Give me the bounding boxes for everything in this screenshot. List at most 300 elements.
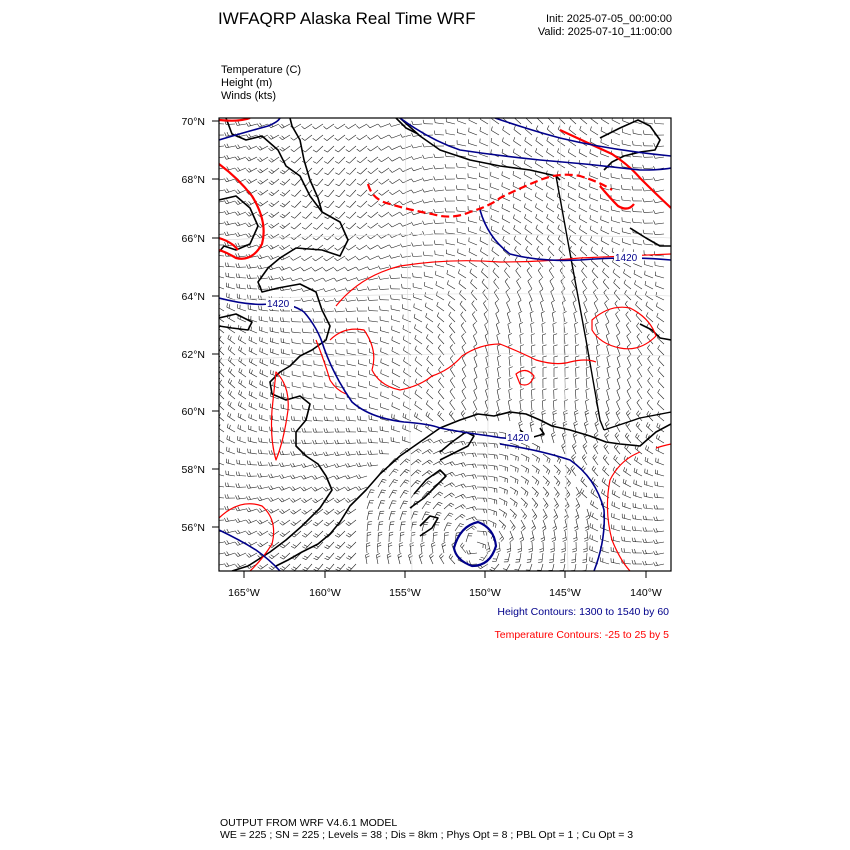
lon-label: 165°W [228, 587, 260, 599]
wind-barb [486, 379, 488, 388]
wind-barb-feather [529, 289, 532, 291]
wind-barb-feather [302, 547, 306, 549]
wind-barb [359, 256, 367, 260]
wind-barb-feather [601, 237, 602, 241]
wind-barb [283, 146, 290, 151]
wind-barb-feather [426, 334, 428, 338]
wind-barb-feather [643, 539, 644, 543]
wind-barb-feather [401, 274, 402, 278]
wind-barb-feather [302, 206, 306, 208]
wind-barb [446, 254, 455, 256]
wind-barb-feather [555, 517, 558, 520]
wind-barb [637, 403, 642, 410]
wind-barb [421, 544, 422, 553]
wind-barb-feather [423, 143, 425, 147]
wind-barb-feather [464, 484, 466, 487]
wind-barb-feather [554, 367, 558, 368]
wind-barb-feather [579, 149, 580, 153]
wind-barb [317, 157, 323, 163]
wind-barb [347, 311, 356, 312]
wind-barb [272, 157, 279, 162]
wind-barb-feather [535, 203, 536, 207]
wind-barb-feather [556, 481, 558, 484]
wind-barb-feather [214, 221, 216, 225]
wind-barb [603, 470, 610, 476]
wind-barb-feather [634, 468, 635, 472]
wind-barb-feather [646, 504, 647, 508]
wind-barb-feather [246, 234, 249, 237]
wind-barb-feather [323, 488, 326, 491]
wind-barb [626, 315, 631, 322]
wind-barb-feather [565, 345, 569, 346]
wind-barb-feather [449, 312, 451, 315]
wind-barb-feather [553, 411, 557, 413]
wind-barb-feather [517, 480, 518, 484]
wind-barb [414, 328, 422, 333]
wind-barb [616, 314, 621, 322]
wind-barb [422, 471, 429, 477]
wind-barb-feather [348, 451, 350, 455]
wind-barb [228, 393, 235, 399]
wind-barb-feather [246, 520, 249, 523]
wind-barb-feather [315, 428, 316, 432]
wind-barb-feather [643, 504, 644, 508]
wind-barb-feather [513, 182, 514, 186]
wind-barb-feather [536, 225, 538, 229]
wind-barb [644, 212, 653, 213]
wind-barb-feather [313, 238, 316, 240]
wind-barb [392, 157, 400, 161]
wind-barb [491, 142, 499, 146]
wind-barb-feather [291, 149, 294, 151]
wind-barb [270, 278, 279, 280]
wind-barb [316, 520, 323, 526]
wind-barb [422, 512, 426, 520]
wind-barb-feather [314, 206, 318, 208]
wind-barb-feather [493, 523, 494, 527]
wind-barb-feather [525, 491, 527, 495]
wind-barb-feather [269, 160, 272, 163]
wind-barb-feather [508, 322, 512, 324]
wind-barb-feather [313, 417, 314, 421]
wind-barb [400, 522, 402, 531]
wind-barb [426, 404, 433, 410]
wind-barb-feather [597, 367, 601, 369]
wind-barb-feather [582, 268, 584, 271]
wind-barb-feather [269, 534, 272, 537]
wind-barb [338, 146, 345, 152]
height-label: 1420 [507, 433, 530, 444]
wind-barb-feather [240, 403, 241, 407]
wind-barb-feather [449, 505, 452, 507]
wind-barb-feather [291, 428, 292, 432]
wind-barb [579, 229, 587, 234]
wind-barb-feather [471, 290, 473, 293]
wind-barb [473, 325, 477, 333]
wind-barb-feather [326, 452, 328, 456]
wind-barb-feather [596, 424, 599, 426]
wind-barb-feather [657, 400, 659, 404]
wind-barb [292, 353, 301, 355]
wind-barb-feather [464, 473, 466, 476]
wind-barb-feather [421, 543, 425, 545]
wind-barb [600, 561, 609, 564]
wind-barb [607, 368, 609, 377]
wind-barb-feather [450, 400, 453, 403]
wind-barb-feather [258, 170, 261, 173]
wind-barb [586, 368, 587, 377]
wind-barb [449, 414, 455, 421]
wind-barb-feather [246, 555, 249, 558]
wind-barb [317, 212, 323, 219]
wind-barb-feather [406, 480, 410, 482]
wind-barb-feather [617, 344, 620, 346]
wind-barb [645, 449, 653, 454]
wind-barb-feather [502, 149, 503, 153]
wind-barb [339, 190, 345, 197]
wind-barb-feather [324, 126, 327, 129]
wind-barb [358, 431, 367, 432]
wind-barb-feather [390, 285, 391, 289]
wind-barb [424, 179, 433, 181]
wind-barb-feather [615, 433, 618, 436]
wind-barb [600, 198, 609, 201]
wind-barb-feather [579, 225, 580, 229]
wind-barb-feather [368, 439, 369, 443]
wind-barb [292, 311, 301, 312]
temperature-contour-note: Temperature Contours: -25 to 25 by 5 [494, 629, 669, 641]
wind-barb-feather [504, 526, 506, 530]
wind-barb-feather [224, 211, 226, 214]
wind-barb [378, 522, 379, 531]
wind-barb-feather [606, 435, 609, 438]
wind-barb-feather [290, 288, 292, 292]
wind-barb [325, 398, 334, 399]
wind-barb [510, 520, 515, 527]
wind-barb [584, 303, 587, 311]
wind-barb-feather [568, 182, 569, 186]
wind-barb-feather [576, 504, 579, 507]
wind-barb [644, 485, 653, 488]
wind-barb-feather [536, 214, 537, 218]
wind-barb [488, 443, 497, 444]
wind-barb [645, 285, 653, 289]
wind-barb [657, 404, 664, 410]
wind-barb-feather [585, 410, 589, 412]
wind-barb-feather [312, 476, 315, 479]
wind-barb-feather [616, 421, 619, 424]
wind-barb-feather [335, 308, 336, 312]
wind-barb-feather [648, 356, 651, 359]
wind-barb-feather [291, 227, 294, 229]
wind-barb-feather [597, 378, 601, 380]
wind-barb-feather [345, 464, 347, 468]
wind-barb [603, 282, 609, 289]
wind-barb [392, 384, 400, 388]
wind-barb [477, 531, 486, 532]
wind-barb [580, 492, 587, 498]
wind-barb [361, 190, 367, 196]
wind-barb [414, 297, 423, 300]
wind-barb [606, 335, 609, 344]
wind-barb-feather [643, 516, 644, 520]
wind-barb-feather [520, 537, 523, 539]
wind-barb [520, 357, 521, 366]
wind-barb-feather [461, 506, 464, 509]
wind-barb-feather [227, 210, 229, 213]
wind-barb [404, 361, 412, 366]
wind-barb-feather [632, 175, 633, 179]
wind-barb-feather [601, 216, 602, 220]
wind-barb [270, 352, 279, 355]
wind-barb-feather [227, 494, 228, 498]
wind-barb-feather [590, 226, 591, 230]
wind-barb-feather [269, 182, 272, 184]
wind-barb [435, 201, 444, 202]
wind-barb-feather [561, 278, 564, 281]
wind-barb [249, 146, 257, 150]
wind-barb-feather [645, 561, 646, 565]
wind-barb-feather [542, 411, 546, 413]
wind-barb [327, 509, 334, 515]
wind-barb [327, 520, 334, 526]
wind-barb [547, 141, 554, 146]
wind-barb [403, 179, 411, 183]
wind-barb-feather [304, 533, 307, 535]
wind-barb-feather [542, 400, 546, 401]
wind-barb [458, 273, 466, 278]
wind-barb [543, 476, 550, 482]
wind-barb [496, 553, 499, 562]
wind-barb-feather [325, 394, 326, 398]
wind-barb [403, 168, 411, 172]
wind-barb-feather [616, 311, 619, 314]
wind-barb [586, 553, 587, 562]
wind-barb-feather [472, 301, 475, 304]
wind-barb-feather [394, 480, 398, 481]
wind-barb [568, 152, 576, 157]
wind-barb [415, 339, 422, 344]
wind-barb-feather [348, 487, 351, 490]
wind-barb-feather [279, 247, 282, 250]
wind-barb-feather [315, 556, 319, 558]
wind-barb-feather [601, 115, 602, 119]
wind-barb [655, 520, 664, 521]
wind-barb-feather [582, 455, 585, 458]
wind-barb [644, 201, 653, 202]
wind-barb [424, 146, 433, 147]
wind-barb-feather [532, 526, 535, 529]
wind-barb-feather [280, 194, 283, 196]
wind-barb-feather [462, 388, 465, 391]
wind-barb-feather [235, 565, 238, 568]
wind-barb-feather [227, 540, 229, 543]
wind-barb [306, 553, 312, 560]
wind-barb-feather [464, 463, 466, 467]
wind-barb [644, 553, 653, 554]
wind-barb-feather [414, 324, 415, 328]
wind-barb [370, 135, 378, 140]
wind-barb [325, 343, 334, 344]
wind-barb-feather [271, 245, 274, 248]
wind-barb-feather [483, 290, 486, 293]
wind-barb [613, 482, 621, 487]
wind-barb-feather [637, 435, 639, 439]
wind-barb-feather [378, 148, 381, 151]
wind-barb-feather [411, 222, 413, 226]
wind-barb-feather [334, 258, 337, 261]
wind-barb-feather [315, 499, 318, 502]
wind-barb-feather [400, 157, 403, 160]
wind-barb-feather [495, 433, 496, 437]
wind-barb-feather [346, 173, 350, 175]
wind-barb-feather [532, 389, 536, 390]
wind-barb-feather [450, 484, 453, 487]
wind-barb [237, 452, 246, 454]
wind-barb-feather [647, 458, 648, 462]
wind-barb-feather [509, 537, 512, 539]
wind-barb-feather [520, 378, 524, 379]
wind-barb-feather [238, 263, 239, 267]
wind-barb [644, 542, 653, 543]
wind-barb-feather [348, 522, 351, 524]
wind-barb-feather [367, 257, 370, 260]
wind-barb [530, 423, 532, 432]
wind-barb-feather [527, 493, 529, 497]
wind-barb [449, 326, 455, 333]
wind-barb [283, 234, 290, 239]
wind-barb-feather [518, 300, 521, 302]
wind-barb-feather [337, 567, 341, 569]
wind-barb [381, 256, 390, 259]
wind-barb-feather [658, 378, 660, 381]
wind-barb-feather [438, 334, 440, 337]
wind-barb-feather [258, 462, 259, 466]
wind-barb-feather [348, 475, 350, 478]
wind-barb [513, 197, 521, 201]
wind-barb-feather [280, 149, 283, 151]
wind-barb-feather [220, 369, 222, 372]
wind-barb [574, 412, 576, 421]
wind-barb-feather [514, 114, 516, 118]
wind-barb-feather [411, 179, 413, 182]
wind-barb [336, 421, 345, 422]
wind-barb-feather [529, 551, 533, 552]
wind-barb [382, 212, 389, 217]
wind-barb-feather [377, 556, 381, 558]
wind-barb [370, 256, 378, 260]
wind-barb [655, 542, 664, 544]
wind-barb [306, 223, 313, 229]
wind-barb-feather [548, 471, 550, 475]
wind-barb-feather [575, 389, 579, 390]
wind-barb-feather [415, 335, 416, 339]
wind-barb [497, 357, 499, 366]
wind-barb-feather [634, 480, 635, 484]
wind-barb-feather [238, 518, 240, 521]
wind-barb [306, 201, 312, 208]
wind-barb-feather [257, 498, 259, 501]
wind-barb-feather [538, 470, 539, 474]
wind-barb-feather [290, 476, 292, 479]
wind-barb-feather [450, 389, 453, 392]
wind-barb-feather [304, 499, 307, 502]
wind-barb-feather [624, 280, 626, 284]
wind-barb [387, 555, 389, 564]
wind-barb-feather [357, 172, 360, 174]
wind-barb [602, 481, 609, 487]
wind-barb-feather [564, 413, 568, 415]
wind-barb [457, 189, 466, 190]
wind-barb-feather [224, 190, 226, 193]
wind-barb [460, 304, 466, 311]
wind-barb [458, 263, 466, 267]
wind-barb [553, 553, 554, 562]
wind-barb-feather [382, 450, 383, 454]
wind-barb-feather [235, 145, 237, 148]
wind-barb [400, 512, 403, 521]
wind-barb-feather [379, 450, 380, 454]
wind-barb [520, 335, 521, 344]
wind-barb-feather [302, 318, 303, 322]
wind-barb [583, 292, 587, 300]
wind-barb-feather [378, 532, 382, 533]
wind-barb-feather [603, 455, 605, 458]
wind-barb-feather [585, 424, 588, 426]
wind-barb [521, 542, 522, 551]
wind-barb-feather [524, 503, 526, 507]
wind-barb-feather [423, 241, 424, 245]
wind-barb-feather [404, 357, 405, 361]
wind-barb-feather [507, 551, 511, 552]
wind-barb-feather [520, 389, 524, 390]
wind-barb-feather [563, 421, 567, 423]
wind-barb-feather [404, 482, 408, 484]
wind-barb-feather [403, 493, 407, 494]
wind-barb [468, 155, 477, 157]
wind-barb-feather [420, 556, 423, 558]
wind-barb-feather [434, 240, 435, 244]
wind-barb-feather [486, 532, 487, 536]
wind-barb-feather [334, 476, 336, 479]
wind-barb [611, 562, 620, 564]
wind-barb-feather [335, 248, 338, 251]
wind-barb [260, 384, 268, 388]
wind-barb-feather [230, 369, 232, 373]
wind-barb-feather [575, 345, 579, 346]
wind-barb-feather [367, 137, 370, 140]
wind-barb-feather [658, 367, 660, 370]
wind-barb-feather [249, 369, 250, 373]
wind-barb-feather [260, 485, 262, 489]
wind-barb-feather [569, 114, 571, 118]
wind-barb-feather [553, 526, 556, 528]
wind-barb-feather [616, 322, 619, 325]
wind-barb [325, 443, 334, 444]
wind-barb-feather [324, 238, 327, 240]
wind-barb-feather [423, 155, 425, 159]
wind-barb-feather [526, 114, 528, 118]
wind-barb [338, 135, 345, 141]
wind-barb [429, 556, 433, 564]
wind-barb-feather [513, 204, 514, 208]
wind-barb [657, 327, 664, 333]
wind-barb [317, 168, 323, 175]
wind-barb-feather [569, 236, 571, 240]
wind-barb-feather [367, 125, 370, 128]
wind-barb [444, 533, 445, 542]
wind-barb [457, 232, 466, 234]
